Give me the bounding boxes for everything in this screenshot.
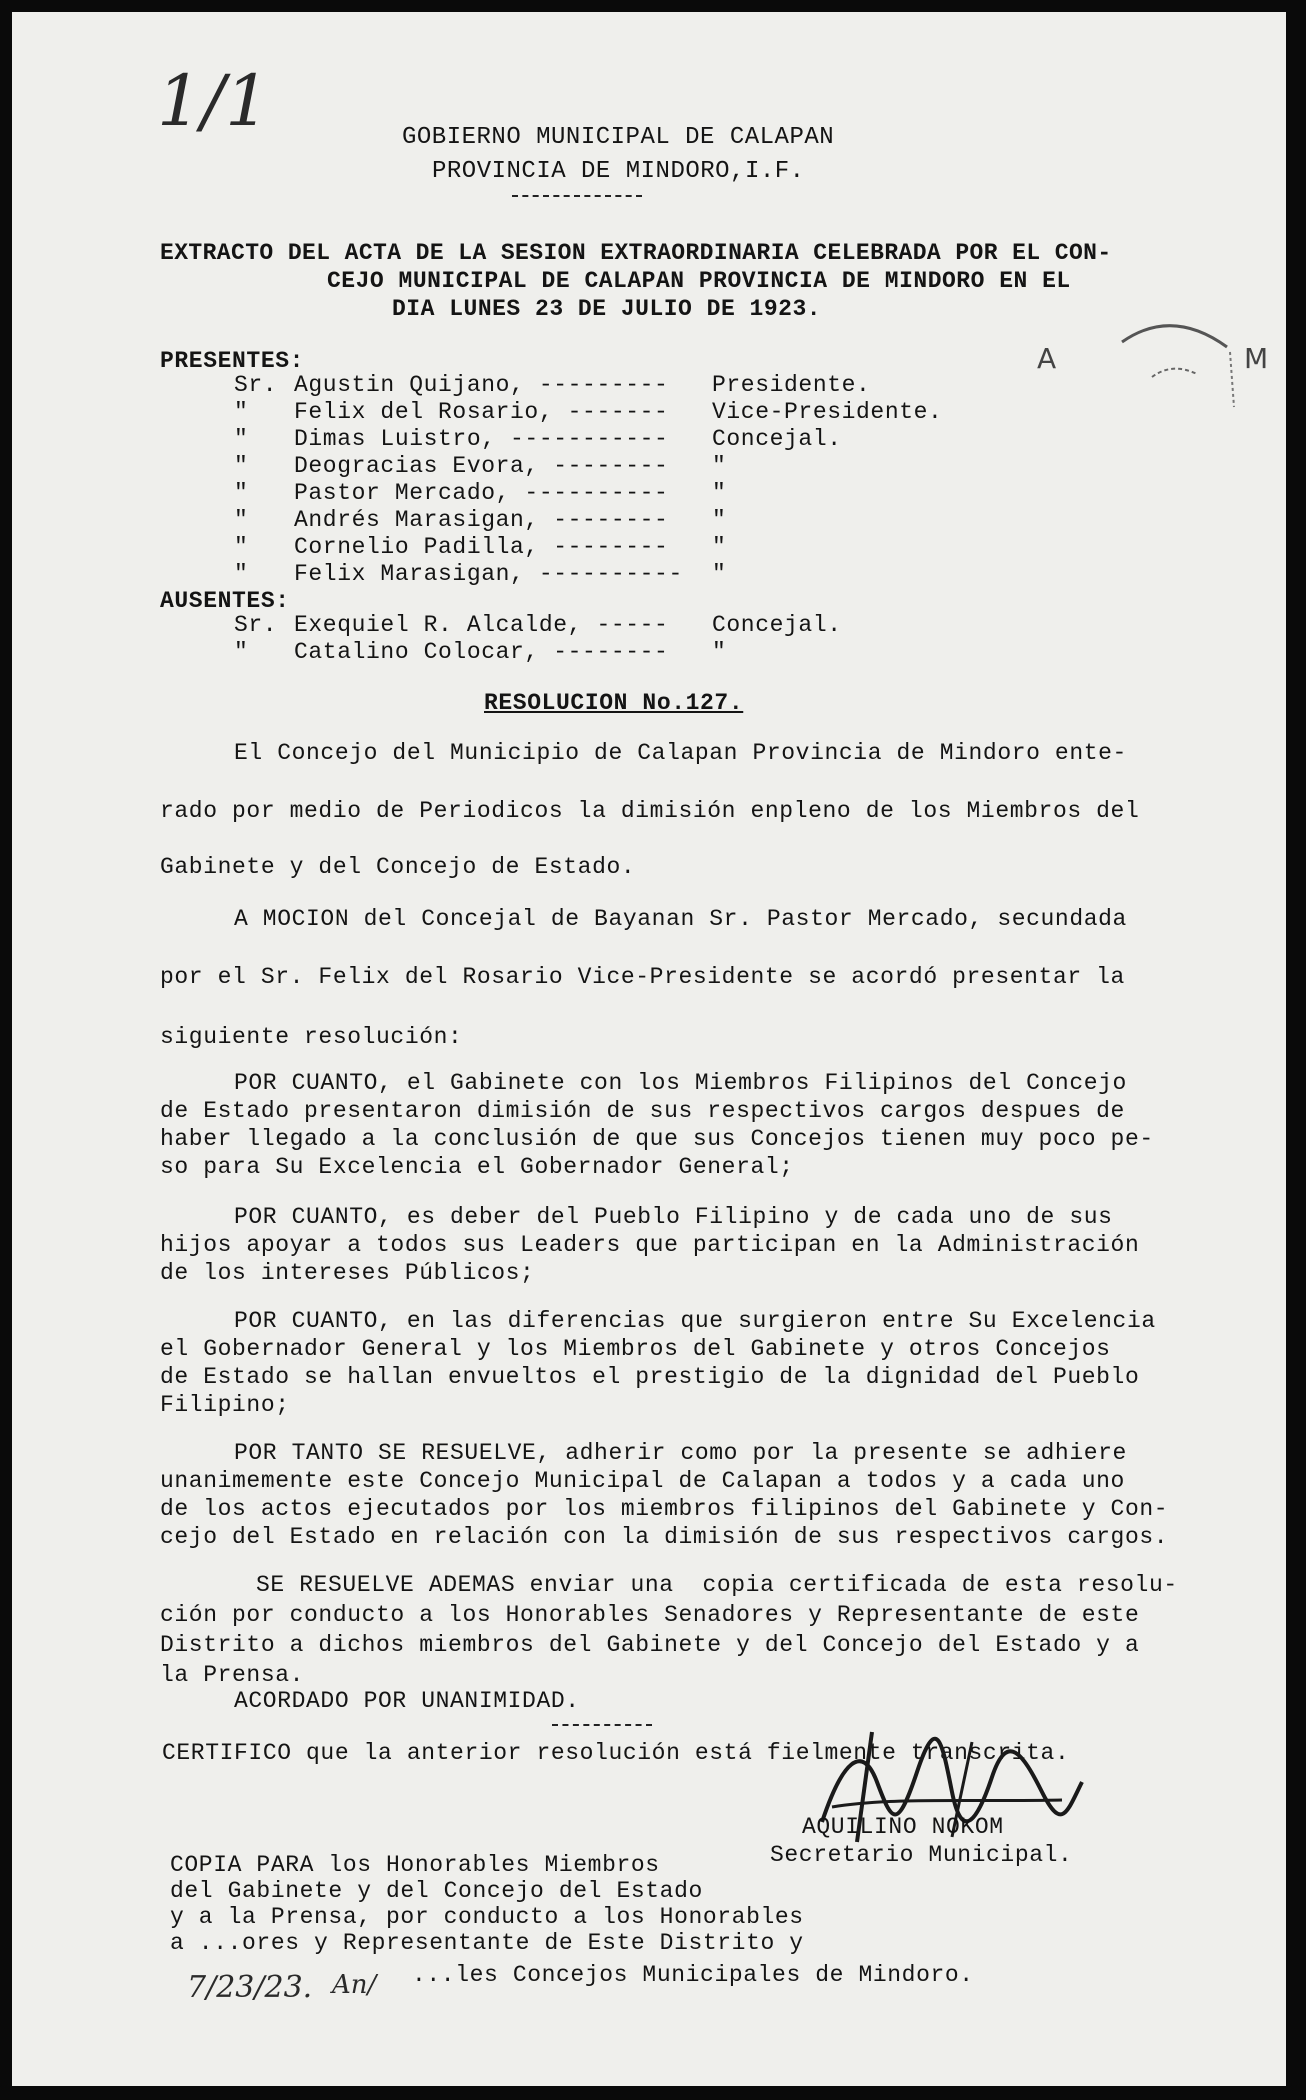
copia-line-1: COPIA PARA los Honorables Miembros <box>170 1852 660 1878</box>
intro-line-1: El Concejo del Municipio de Calapan Provincia de Mindoro ente- <box>234 740 1127 766</box>
ademas-line-4: la Prensa. <box>160 1662 305 1688</box>
extract-line-1: EXTRACTO DEL ACTA DE LA SESION EXTRAORDINARIA CELEBRADA POR EL CON- <box>160 240 1112 266</box>
header-line-2: PROVINCIA DE MINDORO,I.F. <box>432 158 805 185</box>
presentes-row-prefix: " <box>234 399 249 425</box>
copia-line-5: ...les Concejos Municipales de Mindoro. <box>412 1962 974 1988</box>
presentes-row-role: Vice-Presidente. <box>712 399 943 425</box>
certifico-line: CERTIFICO que la anterior resolución está fielmente transcrita. <box>162 1740 1070 1766</box>
mocion-line-2: por el Sr. Felix del Rosario Vice-Presidente se acordó presentar la <box>160 964 1125 990</box>
presentes-row-name: Pastor Mercado, ---------- <box>294 480 669 506</box>
presentes-row-prefix: " <box>234 426 249 452</box>
header-line-1: GOBIERNO MUNICIPAL DE CALAPAN <box>402 124 835 151</box>
ademas-line-3: Distrito a dichos miembros del Gabinete y del Concejo del Estado y a <box>160 1632 1140 1658</box>
mocion-line-3: siguiente resolución: <box>160 1024 463 1050</box>
header-rule <box>512 195 642 197</box>
presentes-row-role: " <box>712 507 727 533</box>
mocion-line-1: A MOCION del Concejal de Bayanan Sr. Pastor Mercado, secundada <box>234 906 1127 932</box>
presentes-row-role: Concejal. <box>712 426 842 452</box>
tanto-line-1: POR TANTO SE RESUELVE, adherir como por la presente se adhiere <box>234 1440 1127 1466</box>
circular-stamp-icon <box>1112 312 1252 422</box>
presentes-row-name: Felix del Rosario, ------- <box>294 399 669 425</box>
tanto-line-3: de los actos ejecutados por los miembros filipinos del Gabinete y Con- <box>160 1496 1169 1522</box>
presentes-row-role: " <box>712 453 727 479</box>
stamp-letter-a: A <box>1037 342 1057 375</box>
intro-line-2: rado por medio de Periodicos la dimisión enpleno de los Miembros del <box>160 798 1140 824</box>
cuanto3-line-2: el Gobernador General y los Miembros del Gabinete y otros Concejos <box>160 1336 1111 1362</box>
tanto-line-4: cejo del Estado en relación con la dimisión de sus respectivos cargos. <box>160 1524 1169 1550</box>
presentes-row-prefix: " <box>234 480 249 506</box>
intro-line-3: Gabinete y del Concejo de Estado. <box>160 854 636 880</box>
handwritten-initials: An/ <box>332 1970 377 2000</box>
presentes-row-name: Felix Marasigan, ---------- <box>294 561 683 587</box>
presentes-row-prefix: " <box>234 453 249 479</box>
resolution-title: RESOLUCION No.127. <box>484 690 744 716</box>
ademas-line-1: SE RESUELVE ADEMAS enviar una copia certificada de esta resolu- <box>256 1572 1178 1598</box>
presentes-row-name: Cornelio Padilla, -------- <box>294 534 669 560</box>
cuanto3-line-1: POR CUANTO, en las diferencias que surgieron entre Su Excelencia <box>234 1308 1156 1334</box>
presentes-row-role: " <box>712 561 727 587</box>
cuanto2-line-2: hijos apoyar a todos sus Leaders que participan en la Administración <box>160 1232 1140 1258</box>
presentes-row-prefix: " <box>234 507 249 533</box>
presentes-row-role: Presidente. <box>712 372 871 398</box>
signatory-name: AQUILINO NOKOM <box>802 1814 1004 1840</box>
presentes-row-prefix: Sr. <box>234 372 278 398</box>
presentes-heading: PRESENTES: <box>160 348 305 374</box>
presentes-row-prefix: " <box>234 534 249 560</box>
cuanto3-line-4: Filipino; <box>160 1392 290 1418</box>
ausentes-row-role: " <box>712 639 727 665</box>
presentes-row-name: Agustin Quijano, --------- <box>294 372 669 398</box>
ausentes-heading: AUSENTES: <box>160 588 290 614</box>
presentes-row-role: " <box>712 480 727 506</box>
cuanto1-line-4: so para Su Excelencia el Gobernador General; <box>160 1154 794 1180</box>
presentes-row-name: Deogracias Evora, -------- <box>294 453 669 479</box>
cuanto2-line-1: POR CUANTO, es deber del Pueblo Filipino y de cada uno de sus <box>234 1204 1113 1230</box>
cuanto3-line-3: de Estado se hallan envueltos el prestigio de la dignidad del Pueblo <box>160 1364 1140 1390</box>
ausentes-row-prefix: Sr. <box>234 612 278 638</box>
ausentes-row-prefix: " <box>234 639 249 665</box>
ademas-line-2: ción por conducto a los Honorables Senadores y Representante de este <box>160 1602 1140 1628</box>
presentes-row-role: " <box>712 534 727 560</box>
cuanto2-line-3: de los intereses Públicos; <box>160 1260 535 1286</box>
tanto-line-2: unanimemente este Concejo Municipal de Calapan a todos y a cada uno <box>160 1468 1125 1494</box>
ausentes-row-name: Catalino Colocar, -------- <box>294 639 669 665</box>
cuanto1-line-2: de Estado presentaron dimisión de sus respectivos cargos despues de <box>160 1098 1125 1124</box>
handwritten-mark: 1/1 <box>157 60 270 142</box>
ausentes-row-role: Concejal. <box>712 612 842 638</box>
cuanto1-line-3: haber llegado a la conclusión de que sus Concejos tienen muy poco pe- <box>160 1126 1154 1152</box>
presentes-row-name: Andrés Marasigan, -------- <box>294 507 669 533</box>
presentes-row-name: Dimas Luistro, ----------- <box>294 426 669 452</box>
copia-line-3: y a la Prensa, por conducto a los Honorables <box>170 1904 804 1930</box>
cuanto1-line-1: POR CUANTO, el Gabinete con los Miembros Filipinos del Concejo <box>234 1070 1127 1096</box>
presentes-row-prefix: " <box>234 561 249 587</box>
ausentes-row-name: Exequiel R. Alcalde, ----- <box>294 612 669 638</box>
signatory-title: Secretario Municipal. <box>770 1842 1073 1868</box>
stamp-letter-m: M <box>1244 342 1269 375</box>
acordado-line: ACORDADO POR UNANIMIDAD. <box>234 1688 580 1714</box>
extract-line-2: CEJO MUNICIPAL DE CALAPAN PROVINCIA DE MINDORO EN EL <box>327 268 1071 294</box>
handwritten-date: 7/23/23. <box>187 1970 313 2005</box>
extract-line-3: DIA LUNES 23 DE JULIO DE 1923. <box>392 296 822 322</box>
acordado-rule <box>552 1724 652 1726</box>
copia-line-2: del Gabinete y del Concejo del Estado <box>170 1878 703 1904</box>
document-page <box>12 12 1286 2086</box>
copia-line-4: a ...ores y Representante de Este Distrito y <box>170 1930 804 1956</box>
